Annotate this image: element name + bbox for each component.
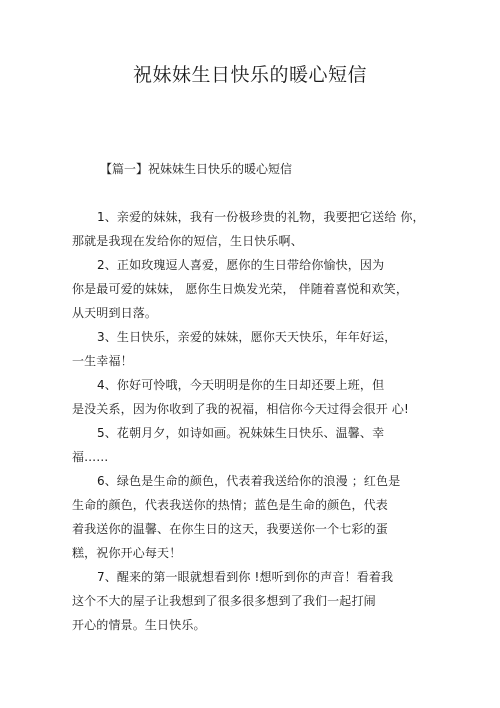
paragraph-line: 糕，祝你开心每天！ [72, 546, 182, 560]
paragraph-line: 你是最可爱的妹妹， 愿你生日焕发光荣， 伴随着喜悦和欢笑， [72, 282, 408, 296]
paragraph-line: 着我送你的温馨、在你生日的这天，我要送你一个七彩的蛋 [72, 522, 388, 536]
paragraph-line: 5、花朝月夕，如诗如画。祝妹妹生日快乐、温馨、幸 [97, 426, 385, 440]
paragraph-line: 生命的颜色，代表我送你的热情；蓝色是生命的颜色，代表 [72, 498, 388, 512]
paragraph-line: 6、绿色是生命的颜色，代表着我送给你的浪漫 ；红色是 [97, 474, 401, 488]
document-title: 祝妹妹生日快乐的暖心短信 [132, 64, 367, 86]
paragraph-line: 这个不大的屋子让我想到了很多很多想到了我们一起打闹 [72, 594, 376, 608]
paragraph-line: 福…… [72, 450, 109, 464]
section-heading: 【篇一】祝妹妹生日快乐的暖心短信 [100, 162, 293, 176]
paragraph-line: 是没关系，因为你收到了我的祝福，相信你今天过得会很开 心! [72, 402, 409, 416]
paragraph-line: 4、你好可怜哦，今天明明是你的生日却还要上班，但 [97, 378, 385, 392]
paragraph-line: 那就是我现在发给你的短信，生日快乐啊、 [72, 234, 303, 248]
paragraph-line: 2、正如玫瑰逗人喜爱，愿你的生日带给你愉快，因为 [97, 258, 385, 272]
paragraph-line: 3、生日快乐，亲爱的妹妹，愿你天天快乐，年年好运， [97, 330, 397, 344]
paragraph-line: 从天明到日落。 [72, 306, 158, 320]
paragraph-line: 开心的情景。生日快乐。 [72, 618, 206, 632]
paragraph-line: 一生幸福！ [72, 354, 133, 368]
paragraph-line: 7、醒来的第一眼就想看到你 !想听到你的声音！看着我 [97, 570, 394, 584]
paragraph-line: 1、亲爱的妹妹，我有一份极珍贵的礼物，我要把它送给 你， [97, 210, 425, 224]
